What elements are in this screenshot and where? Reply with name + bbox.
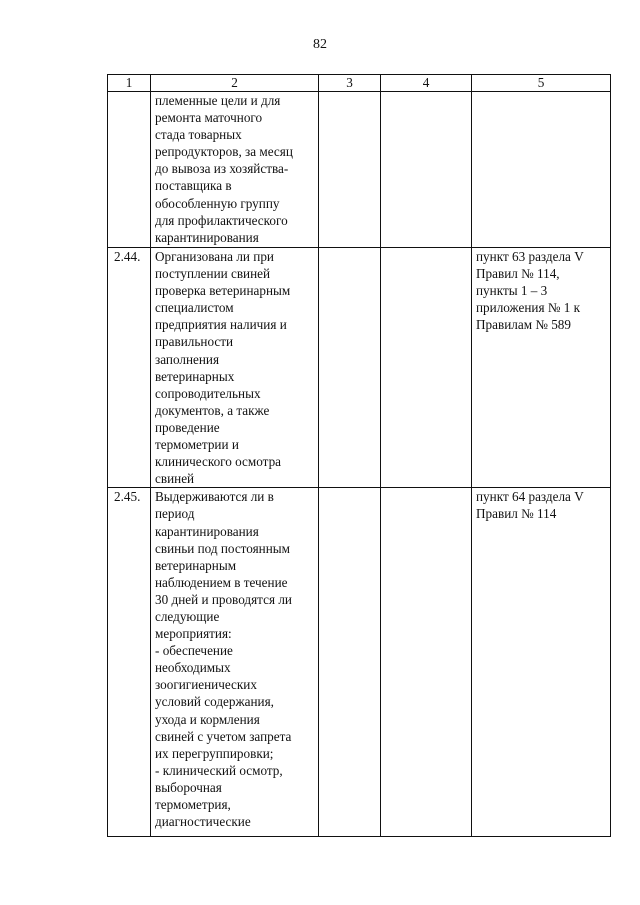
- answer-cell-col3: [319, 92, 381, 248]
- item-number: 2.44.: [108, 248, 151, 488]
- table-row: [108, 92, 611, 248]
- header-cell-3: 3: [319, 75, 381, 92]
- header-cell-1: 1: [108, 75, 151, 92]
- page-number: 82: [313, 37, 327, 52]
- item-number: [108, 92, 151, 248]
- reference-text: [472, 92, 611, 248]
- question-text: Организована ли при поступлении свиней проверка ветеринарным специалистом предприятия наличия и правильности заполнения ветеринарных сопроводительных документов, а также проведение термометрии и клинического осмотра свиней: [151, 248, 319, 488]
- question-text: племенные цели и для ремонта маточного стада товарных репродукторов, за месяц до вывоза из хозяйства- поставщика в обособленную группу для профилактического карантинирования: [151, 92, 319, 248]
- table-row: [108, 248, 611, 488]
- reference-text: пункт 64 раздела V Правил № 114: [472, 488, 611, 837]
- answer-cell-col4: [381, 248, 472, 488]
- answer-cell-col3: [319, 488, 381, 837]
- table-row: [108, 488, 611, 837]
- header-cell-2: 2: [151, 75, 319, 92]
- reference-text: пункт 63 раздела V Правил № 114, пункты 1 – 3 приложения № 1 к Правилам № 589: [472, 248, 611, 488]
- answer-cell-col3: [319, 248, 381, 488]
- question-text: Выдерживаются ли в период карантинирования свиньи под постоянным ветеринарным наблюдением в течение 30 дней и проводятся ли следующие мероприятия: - обеспечение необходимых зоогигиенических условий содержания, ухода и кормления свиней с учетом запрета их перегруппировки; - клинический осмотр, выборочная термометрия, диагностические: [151, 488, 319, 837]
- answer-cell-col4: [381, 488, 472, 837]
- header-cell-5: 5: [472, 75, 611, 92]
- table-header-row: [108, 75, 611, 92]
- header-cell-4: 4: [381, 75, 472, 92]
- item-number: 2.45.: [108, 488, 151, 837]
- inspection-checklist-table: [107, 74, 611, 837]
- answer-cell-col4: [381, 92, 472, 248]
